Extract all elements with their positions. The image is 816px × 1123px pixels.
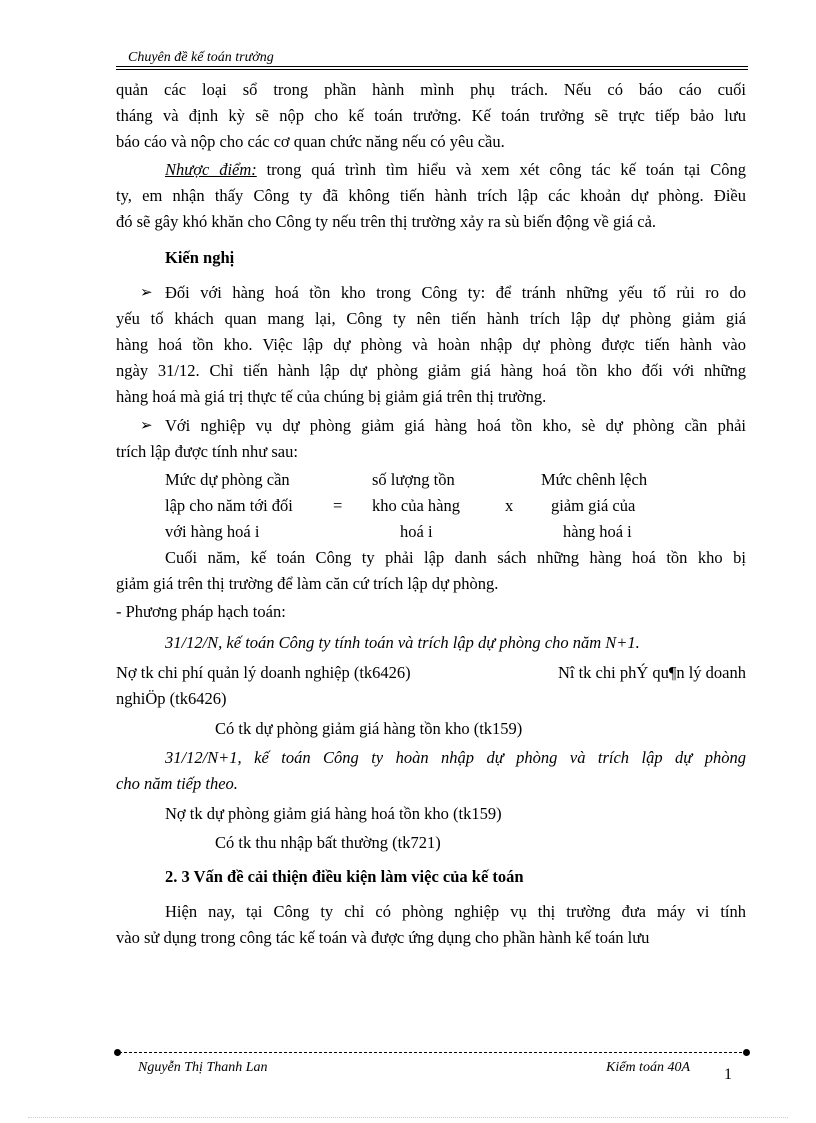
paragraph-line: báo cáo và nộp cho các cơ quan chức năng nếu có yêu cầu. [116, 132, 505, 151]
bullet-line: hàng hoá tồn kho. Việc lập dự phòng và hoàn nhập dự phòng được tiến hành vào [116, 335, 746, 354]
weakness-line [165, 160, 746, 180]
page-bottom-border [28, 1117, 788, 1118]
footer-author: Nguyễn Thị Thanh Lan [138, 1060, 268, 1075]
header-rule-double [116, 69, 748, 70]
entry-credit: Có tk thu nhập bất thường (tk721) [215, 833, 441, 852]
paragraph-line: đó sẽ gây khó khăn cho Công ty nếu trên thị trường xảy ra sù biến động về giá cả. [116, 212, 657, 231]
formula-equals: = [333, 496, 343, 515]
entry-title: 31/12/N+1, kế toán Công ty hoàn nhập dự phòng và trích lập dự phòng [165, 748, 746, 767]
footer-rule [119, 1052, 747, 1053]
bullet-line: hàng hoá mà giá trị thực tế của chúng bị giảm giá trên thị trường. [116, 387, 547, 406]
entry-debit-garbled: Nî tk chi phÝ qu¶n lý doanh [557, 663, 746, 682]
paragraph-line: Hiện nay, tại Công ty chỉ có phòng nghiệp vụ thị trường đưa máy vi tính [165, 902, 746, 921]
bullet-line: ngày 31/12. Chỉ tiến hành lập dự phòng giảm giá hàng hoá tồn kho đối với những [116, 361, 746, 380]
entry-debit-cont: nghiÖp (tk6426) [116, 689, 227, 708]
bullet-line: trích lập được tính như sau: [116, 442, 298, 461]
entry-title: 31/12/N, kế toán Công ty tính toán và trích lập dự phòng cho năm N+1. [165, 633, 640, 652]
bullet-line: Với nghiệp vụ dự phòng giảm giá hàng hoá tồn kho, sè dự phòng cần phải [165, 416, 746, 435]
page-number: 1 [724, 1066, 732, 1083]
header-title: Chuyên đề kế toán trưởng [128, 50, 274, 65]
weakness-text: trong quá trình tìm hiểu và xem xét công tác kế toán tại Công [256, 160, 746, 179]
entry-credit: Có tk dự phòng giảm giá hàng tồn kho (tk159) [215, 719, 523, 738]
formula-term: hàng hoá i [563, 522, 632, 541]
entry-debit-line [116, 663, 746, 683]
formula-term: lập cho năm tới đối [165, 496, 293, 515]
entry-title: cho năm tiếp theo. [116, 774, 238, 793]
paragraph-line: quản các loại sổ trong phần hành mình phụ trách. Nếu có báo cáo cuối [116, 80, 746, 99]
formula-term: giảm giá của [551, 496, 636, 515]
formula-term: hoá i [400, 522, 433, 541]
method-label: - Phương pháp hạch toán: [116, 602, 286, 621]
section-heading: 2. 3 Vấn đề cải thiện điều kiện làm việc của kế toán [165, 867, 524, 886]
weakness-label: Nhược điểm: [165, 160, 257, 179]
bullet-line: yếu tố khách quan mang lại, Công ty nên tiến hành trích lập dự phòng giảm giá [116, 309, 746, 328]
entry-debit: Nợ tk chi phí quản lý doanh nghiệp (tk6426) [116, 663, 411, 682]
recommendation-heading: Kiến nghị [165, 248, 235, 267]
formula-term: kho của hàng [372, 496, 460, 515]
footer-dot-right [743, 1049, 750, 1056]
formula-times: x [505, 496, 514, 515]
formula-term: Mức chênh lệch [541, 470, 648, 489]
paragraph-line: giảm giá trên thị trường để làm căn cứ trích lập dự phòng. [116, 574, 499, 593]
footer-class: Kiểm toán 40A [606, 1060, 690, 1075]
paragraph-line: vào sử dụng trong công tác kế toán và được ứng dụng cho phần hành kế toán lưu [116, 928, 650, 947]
header-rule [116, 66, 748, 67]
formula-term: với hàng hoá i [165, 522, 260, 541]
arrow-bullet-icon: ➢ [140, 285, 153, 301]
formula-term: Mức dự phòng cần [165, 470, 290, 489]
formula-term: số lượng tồn [372, 470, 455, 489]
paragraph-line: ty, em nhận thấy Công ty đã không tiến hành trích lập các khoản dự phòng. Điều [116, 186, 746, 205]
entry-debit: Nợ tk dự phòng giảm giá hàng hoá tồn kho (tk159) [165, 804, 502, 823]
paragraph-line: tháng và định kỳ sẽ nộp cho kế toán trưởng. Kế toán trưởng sẽ trực tiếp bảo lưu [116, 106, 746, 125]
arrow-bullet-icon: ➢ [140, 418, 153, 434]
paragraph-line: Cuối năm, kế toán Công ty phải lập danh sách những hàng hoá tồn kho bị [165, 548, 746, 567]
bullet-line: Đối với hàng hoá tồn kho trong Công ty: để tránh những yếu tố rủi ro do [165, 283, 746, 302]
